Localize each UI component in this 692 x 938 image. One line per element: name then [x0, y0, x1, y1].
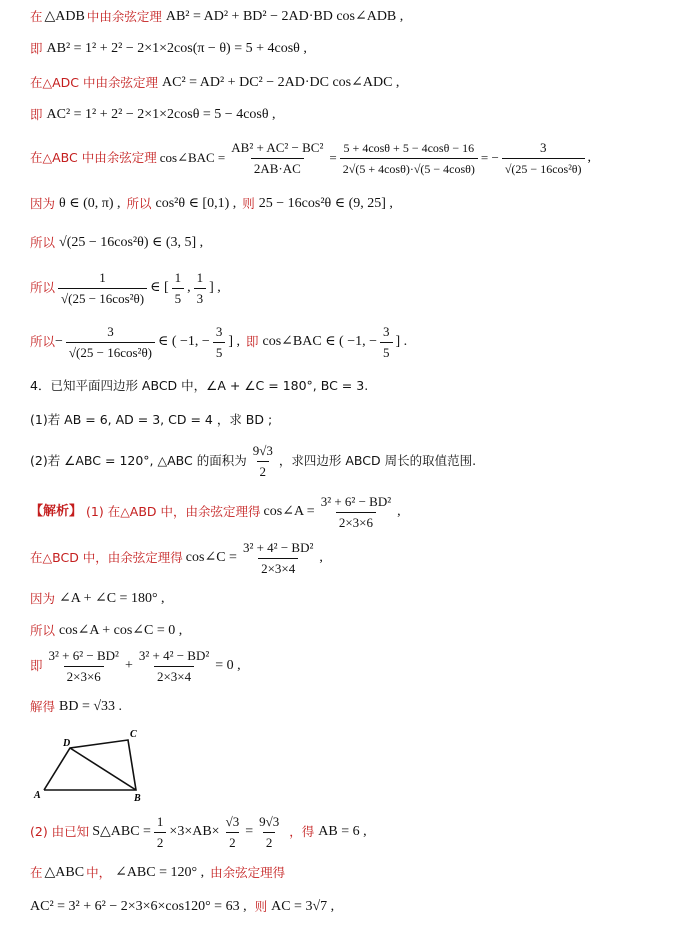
denominator: √(25 − 16cos²θ): [66, 342, 155, 362]
fraction: [380, 323, 393, 362]
numerator: 1: [174, 269, 182, 285]
text: 即: [30, 41, 43, 56]
math: AC = 3√7 ,: [271, 899, 335, 914]
fraction: [194, 269, 207, 308]
math: = 0 ,: [215, 658, 241, 673]
fraction: [318, 493, 394, 532]
math: ,: [319, 550, 323, 565]
line-7: [30, 234, 678, 252]
math: ] ,: [209, 280, 221, 295]
vertex-label-c: C: [130, 729, 137, 740]
text: 4．已知平面四边形 ABCD 中，∠A + ∠C = 180°, BC = 3.: [30, 378, 369, 393]
text: 则: [254, 899, 268, 914]
text: 解得: [30, 699, 56, 714]
line-3: [30, 74, 678, 92]
text: (1)若 AB = 6, AD = 3, CD = 4 ，求 BD ;: [30, 412, 273, 427]
text: (2)若 ∠ABC = 120°, △ABC 的面积为: [30, 453, 247, 468]
fraction: [256, 813, 282, 852]
math: ,: [397, 504, 401, 519]
text: 中由余弦定理: [86, 9, 162, 24]
text: 在: [30, 9, 43, 24]
math: ×3×AB×: [169, 824, 220, 839]
math: △ABC: [44, 865, 85, 880]
line-9: [30, 322, 678, 362]
text: ，得: [289, 824, 315, 839]
solution-tag: 【解析】: [30, 504, 83, 519]
line-4: [30, 106, 678, 124]
text: (2) 由已知: [30, 824, 90, 839]
text: 即: [30, 658, 43, 673]
solution-part-2-line-3: [30, 898, 678, 916]
math: θ ∈ (0, π) ,: [59, 196, 121, 211]
fraction: [46, 647, 122, 686]
numerator: AB² + AC² − BC²: [231, 139, 324, 155]
denominator: 2×3×4: [154, 666, 194, 686]
text: 即: [246, 334, 259, 349]
quadrilateral-figure: [30, 724, 160, 804]
fraction: [228, 139, 326, 178]
math: cos∠BAC ∈ ( −1, −: [262, 334, 378, 349]
solution-line-4: [30, 622, 678, 640]
math: S△ABC =: [92, 824, 151, 839]
denominator: √(25 − 16cos²θ): [502, 158, 585, 178]
math: AB = 6 ,: [318, 824, 367, 839]
numerator: 3² + 6² − BD²: [320, 493, 392, 509]
math: cos∠BAC =: [159, 150, 226, 165]
numerator: 1: [196, 269, 204, 285]
math: AC² = AD² + DC² − 2AD·DC cos∠ADC ,: [162, 75, 400, 90]
vertex-label-d: D: [63, 738, 71, 749]
fraction: [58, 269, 147, 308]
math: AB² = 1² + 2² − 2×1×2cos(π − θ) = 5 + 4cosθ ,: [46, 41, 307, 56]
fraction: [172, 269, 185, 308]
math: cos∠A + cos∠C = 0 ,: [59, 623, 183, 638]
text: 由余弦定理得: [210, 865, 286, 880]
denominator: 2×3×6: [64, 666, 104, 686]
solution-line-5: [30, 648, 678, 684]
denominator: 2×3×6: [336, 512, 376, 532]
math: 25 − 16cos²θ ∈ (9, 25] ,: [258, 196, 393, 211]
fraction: [154, 813, 167, 852]
text: 在△ADC 中由余弦定理: [30, 75, 158, 90]
math: +: [124, 658, 133, 673]
fraction: [213, 323, 226, 362]
math: ,: [187, 280, 191, 295]
math: ∠A + ∠C = 180° ,: [59, 591, 165, 606]
numerator: 3: [539, 139, 547, 155]
math: ] ,: [228, 334, 240, 349]
numerator: 3² + 4² − BD²: [138, 647, 210, 663]
math: ∈ ( −1, −: [158, 334, 210, 349]
solution-line-3: [30, 590, 678, 608]
denominator: 2√(5 + 4cosθ)·√(5 − 4cosθ): [340, 158, 478, 178]
text: 在△ABC 中由余弦定理: [30, 150, 157, 165]
math: cos∠A =: [263, 504, 315, 519]
math: ,: [587, 150, 592, 165]
numerator: 3² + 6² − BD²: [48, 647, 119, 663]
text: 因为: [30, 591, 56, 606]
fraction: [240, 539, 316, 578]
math: ∠ABC = 120° ,: [115, 865, 205, 880]
text: 在: [30, 865, 43, 880]
math: AC² = 1² + 2² − 2×1×2cosθ = 5 − 4cosθ ,: [46, 107, 276, 122]
math: BD = √33 .: [59, 699, 123, 714]
text: 所以: [30, 280, 56, 295]
math: △ADB: [44, 9, 85, 24]
math: ] .: [395, 334, 408, 349]
problem-4-part-2: [30, 442, 678, 480]
denominator: 5: [213, 342, 226, 362]
quadrilateral-outline: [44, 740, 136, 790]
denominator: 5: [380, 342, 393, 362]
text: 因为: [30, 196, 56, 211]
denominator: 5: [172, 288, 185, 308]
vertex-label-b: B: [134, 793, 141, 804]
problem-4-part-1: [30, 411, 678, 429]
numerator: 1: [99, 269, 106, 285]
vertex-label-a: A: [34, 790, 41, 801]
problem-4-statement: [30, 377, 678, 395]
denominator: 2: [154, 832, 167, 852]
solution-part-2-line-2: [30, 864, 678, 882]
numerator: 9√3: [259, 813, 280, 829]
math: ∈ [: [150, 280, 169, 295]
text: 中，: [86, 865, 112, 880]
line-1: [30, 8, 678, 26]
math: cos²θ ∈ [0,1) ,: [155, 196, 237, 211]
denominator: 3: [194, 288, 207, 308]
line-2: [30, 40, 678, 58]
math: =: [329, 150, 337, 165]
text: 在△BCD 中，由余弦定理得: [30, 550, 183, 565]
text: ，求四边形 ABCD 周长的取值范围.: [278, 453, 477, 468]
numerator: 3: [383, 323, 390, 339]
denominator: 2×3×4: [258, 558, 298, 578]
solution-line-2: [30, 540, 678, 576]
fraction: [223, 813, 243, 852]
text: 则: [242, 196, 255, 211]
denominator: √(25 − 16cos²θ): [58, 288, 147, 308]
text: 所以: [30, 334, 56, 349]
math: AC² = 3² + 6² − 2×3×6×cos120° = 63 ,: [30, 899, 247, 914]
text: 即: [30, 107, 43, 122]
math: AB² = AD² + BD² − 2AD·BD cos∠ADB ,: [165, 9, 404, 24]
numerator: 9√3: [252, 442, 273, 458]
fraction: [340, 139, 478, 178]
fraction: [136, 647, 212, 686]
numerator: 3: [215, 323, 223, 339]
solution-part-2-line-1: [30, 814, 678, 850]
numerator: 1: [156, 813, 164, 829]
denominator: 2: [226, 832, 239, 852]
denominator: 2AB·AC: [251, 158, 304, 178]
math: √(25 − 16cos²θ) ∈ (3, 5] ,: [59, 235, 204, 250]
line-8: [30, 268, 678, 308]
numerator: 3² + 4² − BD²: [242, 539, 314, 555]
solution-line-6: [30, 698, 678, 716]
numerator: √3: [225, 813, 240, 829]
fraction: [66, 323, 155, 362]
solution-line-1: [30, 494, 678, 530]
numerator: 5 + 4cosθ + 5 − 4cosθ − 16: [343, 140, 475, 155]
math: = −: [480, 150, 499, 165]
text: 所以: [126, 196, 152, 211]
text: (1) 在△ABD 中，由余弦定理得: [86, 504, 261, 519]
fraction: [250, 442, 276, 481]
text: 所以: [30, 623, 56, 638]
line-6: [30, 195, 678, 213]
denominator: 2: [257, 461, 270, 481]
numerator: 3: [107, 323, 114, 339]
text: 所以: [30, 235, 56, 250]
denominator: 2: [263, 832, 276, 852]
math: −: [55, 334, 63, 349]
line-5: [30, 138, 678, 178]
fraction: [502, 139, 585, 178]
math: cos∠C =: [185, 550, 237, 565]
math: =: [245, 824, 254, 839]
diagonal-bd: [70, 748, 136, 790]
